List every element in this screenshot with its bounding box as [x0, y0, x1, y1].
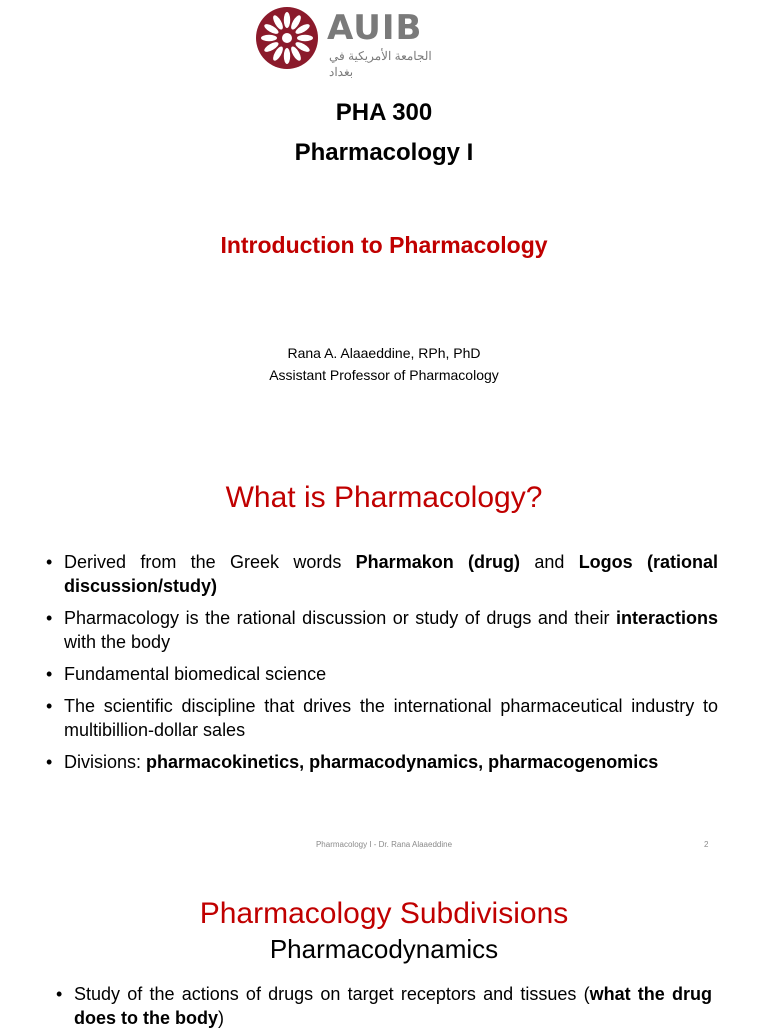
page-number: 2 [704, 840, 709, 849]
bullet-text: Derived from the Greek words [64, 552, 356, 572]
bullet-bold-text: Logos (rational discussion/study) [64, 552, 719, 596]
slide-subtitle: Pharmacodynamics [269, 934, 499, 964]
what-is-pharmacology-slide [0, 430, 768, 860]
bullet-item [46, 550, 718, 598]
bullet-bold-text: what the drug does to the body [74, 984, 712, 1028]
bullet-list [56, 982, 712, 1030]
bullet-text: Divisions: [64, 752, 147, 772]
bullet-text: Fundamental biomedical science [64, 664, 327, 684]
bullet-bold-text: pharmacokinetics, pharmacodynamics, pharmacogenomics [146, 752, 659, 772]
bullet-text: and [520, 552, 579, 572]
slide-footer: Pharmacology I - Dr. Rana Alaaeddine [315, 840, 453, 849]
bullet-text: ) [218, 1008, 224, 1028]
university-seal-icon [255, 6, 319, 70]
bullet-item [46, 662, 718, 686]
auib-logo [255, 6, 445, 79]
course-name: Pharmacology I [294, 139, 474, 166]
logo-wordmark: AUIB [327, 8, 423, 48]
bullet-item [46, 750, 718, 774]
logo-arabic-text: الجامعة الأمريكية في بغداد [329, 49, 432, 79]
bullet-text: with the body [64, 632, 171, 652]
author-role: Assistant Professor of Pharmacology [269, 367, 499, 383]
bullet-bold-text: interactions [615, 608, 718, 628]
lecture-title: Introduction to Pharmacology [220, 232, 548, 258]
slide-title: What is Pharmacology? [225, 481, 543, 514]
bullet-text: Pharmacology is the rational discussion or study of drugs and their [64, 608, 616, 628]
bullet-text: The scientific discipline that drives the international pharmaceutical industry to multibillion-dollar sales [64, 696, 718, 740]
slide-title: Pharmacology Subdivisions [199, 897, 569, 930]
bullet-item [46, 694, 718, 742]
bullet-text: Study of the actions of drugs on target receptors and tissues ( [74, 984, 590, 1004]
bullet-item [56, 982, 712, 1030]
bullet-item [46, 606, 718, 654]
title-slide [0, 0, 768, 430]
pharmacology-subdivisions-slide [0, 880, 768, 1028]
bullet-bold-text: Pharmakon (drug) [355, 552, 521, 572]
author-name: Rana A. Alaaeddine, RPh, PhD [287, 345, 481, 361]
bullet-list [46, 550, 718, 782]
course-code: PHA 300 [335, 99, 433, 126]
